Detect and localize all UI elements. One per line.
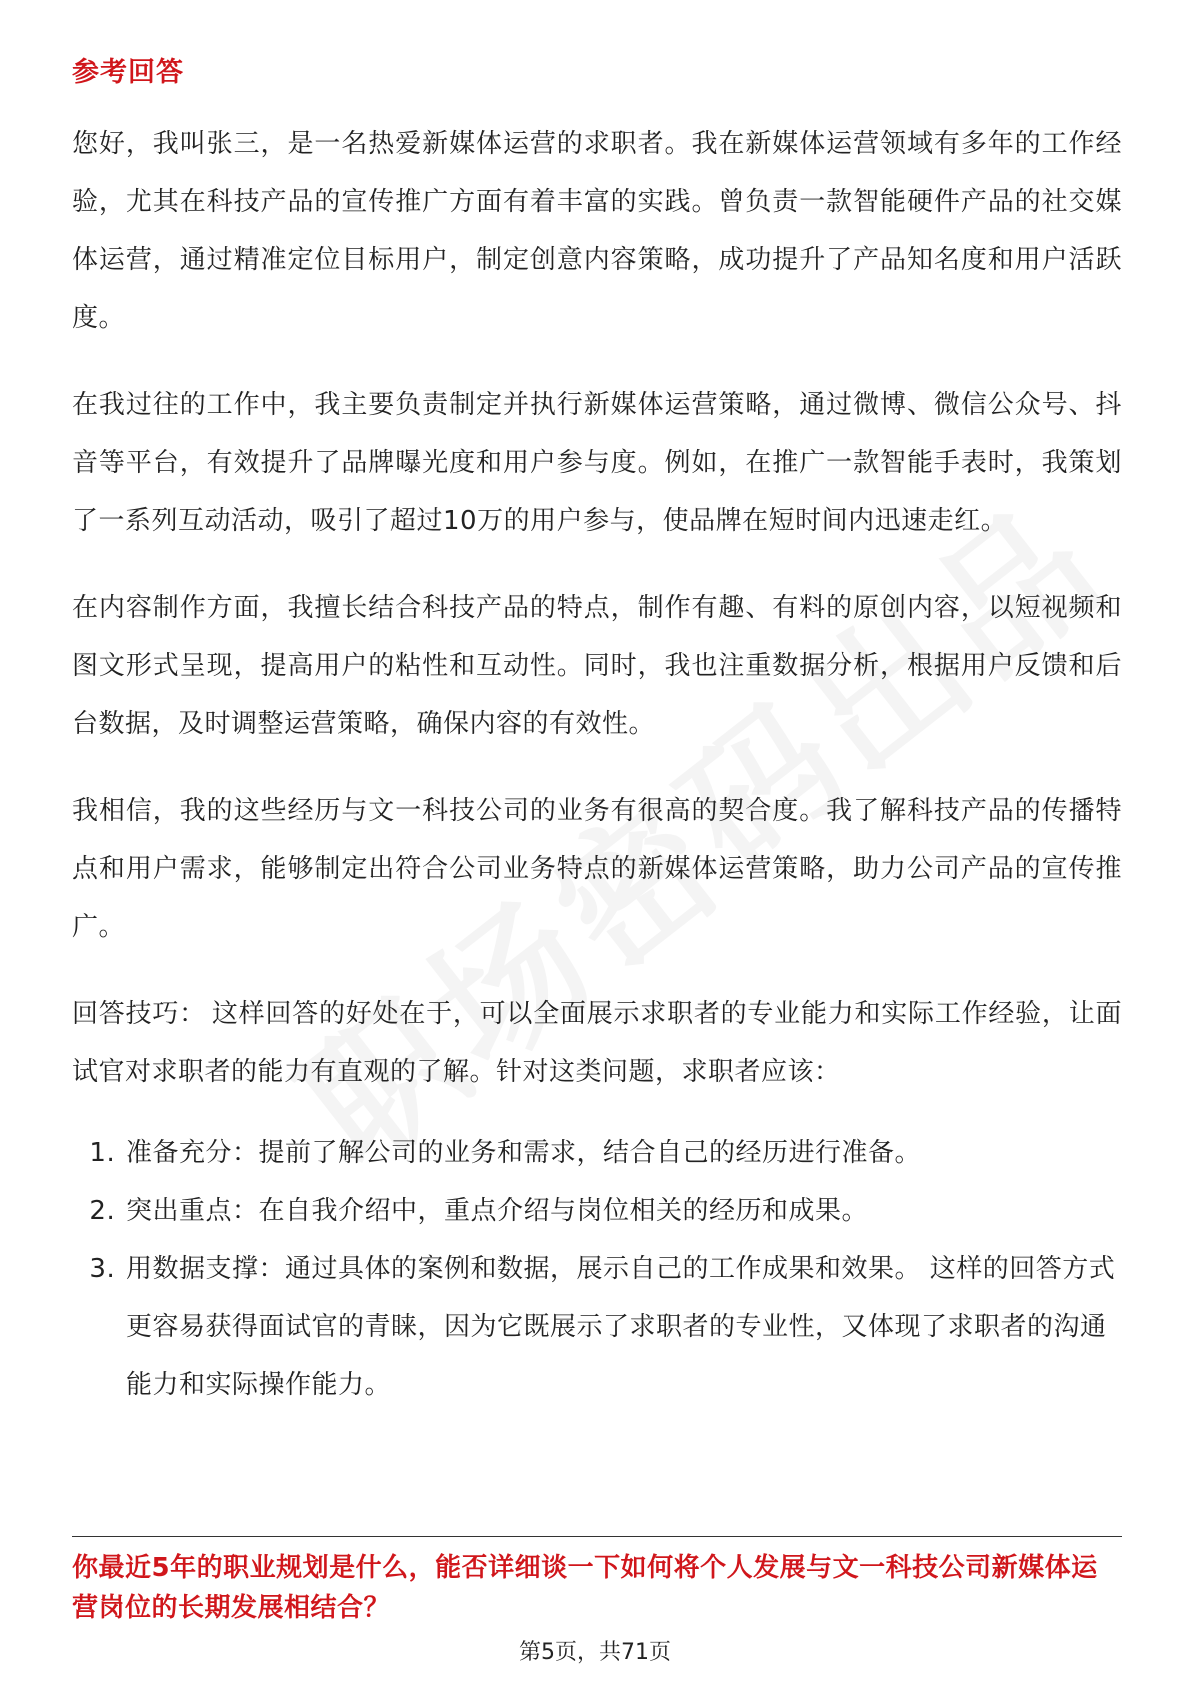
section-divider — [72, 1536, 1122, 1537]
tips-list-item: 3. 用数据支撑：通过具体的案例和数据，展示自己的工作成果和效果。 这样的回答方式更容易获得面试官的青睐，因为它既展示了求职者的专业性，又体现了求职者的沟通能力和实际操作能力。 — [124, 1240, 1122, 1414]
next-question-heading: 你最近5年的职业规划是什么，能否详细谈一下如何将个人发展与文一科技公司新媒体运营岗位的长期发展相结合？ — [72, 1553, 1098, 1623]
tips-list-item: 1. 准备充分：提前了解公司的业务和需求，结合自己的经历进行准备。 — [124, 1124, 1122, 1182]
answer-paragraph: 您好，我叫张三，是一名热爱新媒体运营的求职者。我在新媒体运营领域有多年的工作经验，尤其在科技产品的宣传推广方面有着丰富的实践。曾负责一款智能硬件产品的社交媒体运营，通过精准定位目标用户，制定创意内容策略，成功提升了产品知名度和用户活跃度。 — [72, 129, 1122, 333]
tips-label: 回答技巧： — [72, 999, 206, 1029]
page-number: 第5页，共71页 — [519, 1640, 671, 1665]
answer-paragraph: 我相信，我的这些经历与文一科技公司的业务有很高的契合度。我了解科技产品的传播特点和用户需求，能够制定出符合公司业务特点的新媒体运营策略，助力公司产品的宣传推广。 — [72, 796, 1122, 942]
tips-paragraph — [72, 985, 1122, 1101]
answer-paragraph: 在我过往的工作中，我主要负责制定并执行新媒体运营策略，通过微博、微信公众号、抖音等平台，有效提升了品牌曝光度和用户参与度。例如，在推广一款智能手表时，我策划了一系列互动活动，吸引了超过10万的用户参与，使品牌在短时间内迅速走红。 — [72, 390, 1122, 536]
tips-list-item: 2. 突出重点：在自我介绍中，重点介绍与岗位相关的经历和成果。 — [124, 1182, 1122, 1240]
tips-text: 这样回答的好处在于，可以全面展示求职者的专业能力和实际工作经验，让面试官对求职者的能力有直观的了解。针对这类问题，求职者应该： — [72, 999, 1122, 1087]
tips-list — [72, 1124, 1122, 1414]
section-title: 参考回答 — [72, 57, 184, 88]
answer-paragraph: 在内容制作方面，我擅长结合科技产品的特点，制作有趣、有料的原创内容，以短视频和图文形式呈现，提高用户的粘性和互动性。同时，我也注重数据分析，根据用户反馈和后台数据，及时调整运营策略，确保内容的有效性。 — [72, 593, 1122, 739]
answer-content — [72, 115, 1122, 1414]
